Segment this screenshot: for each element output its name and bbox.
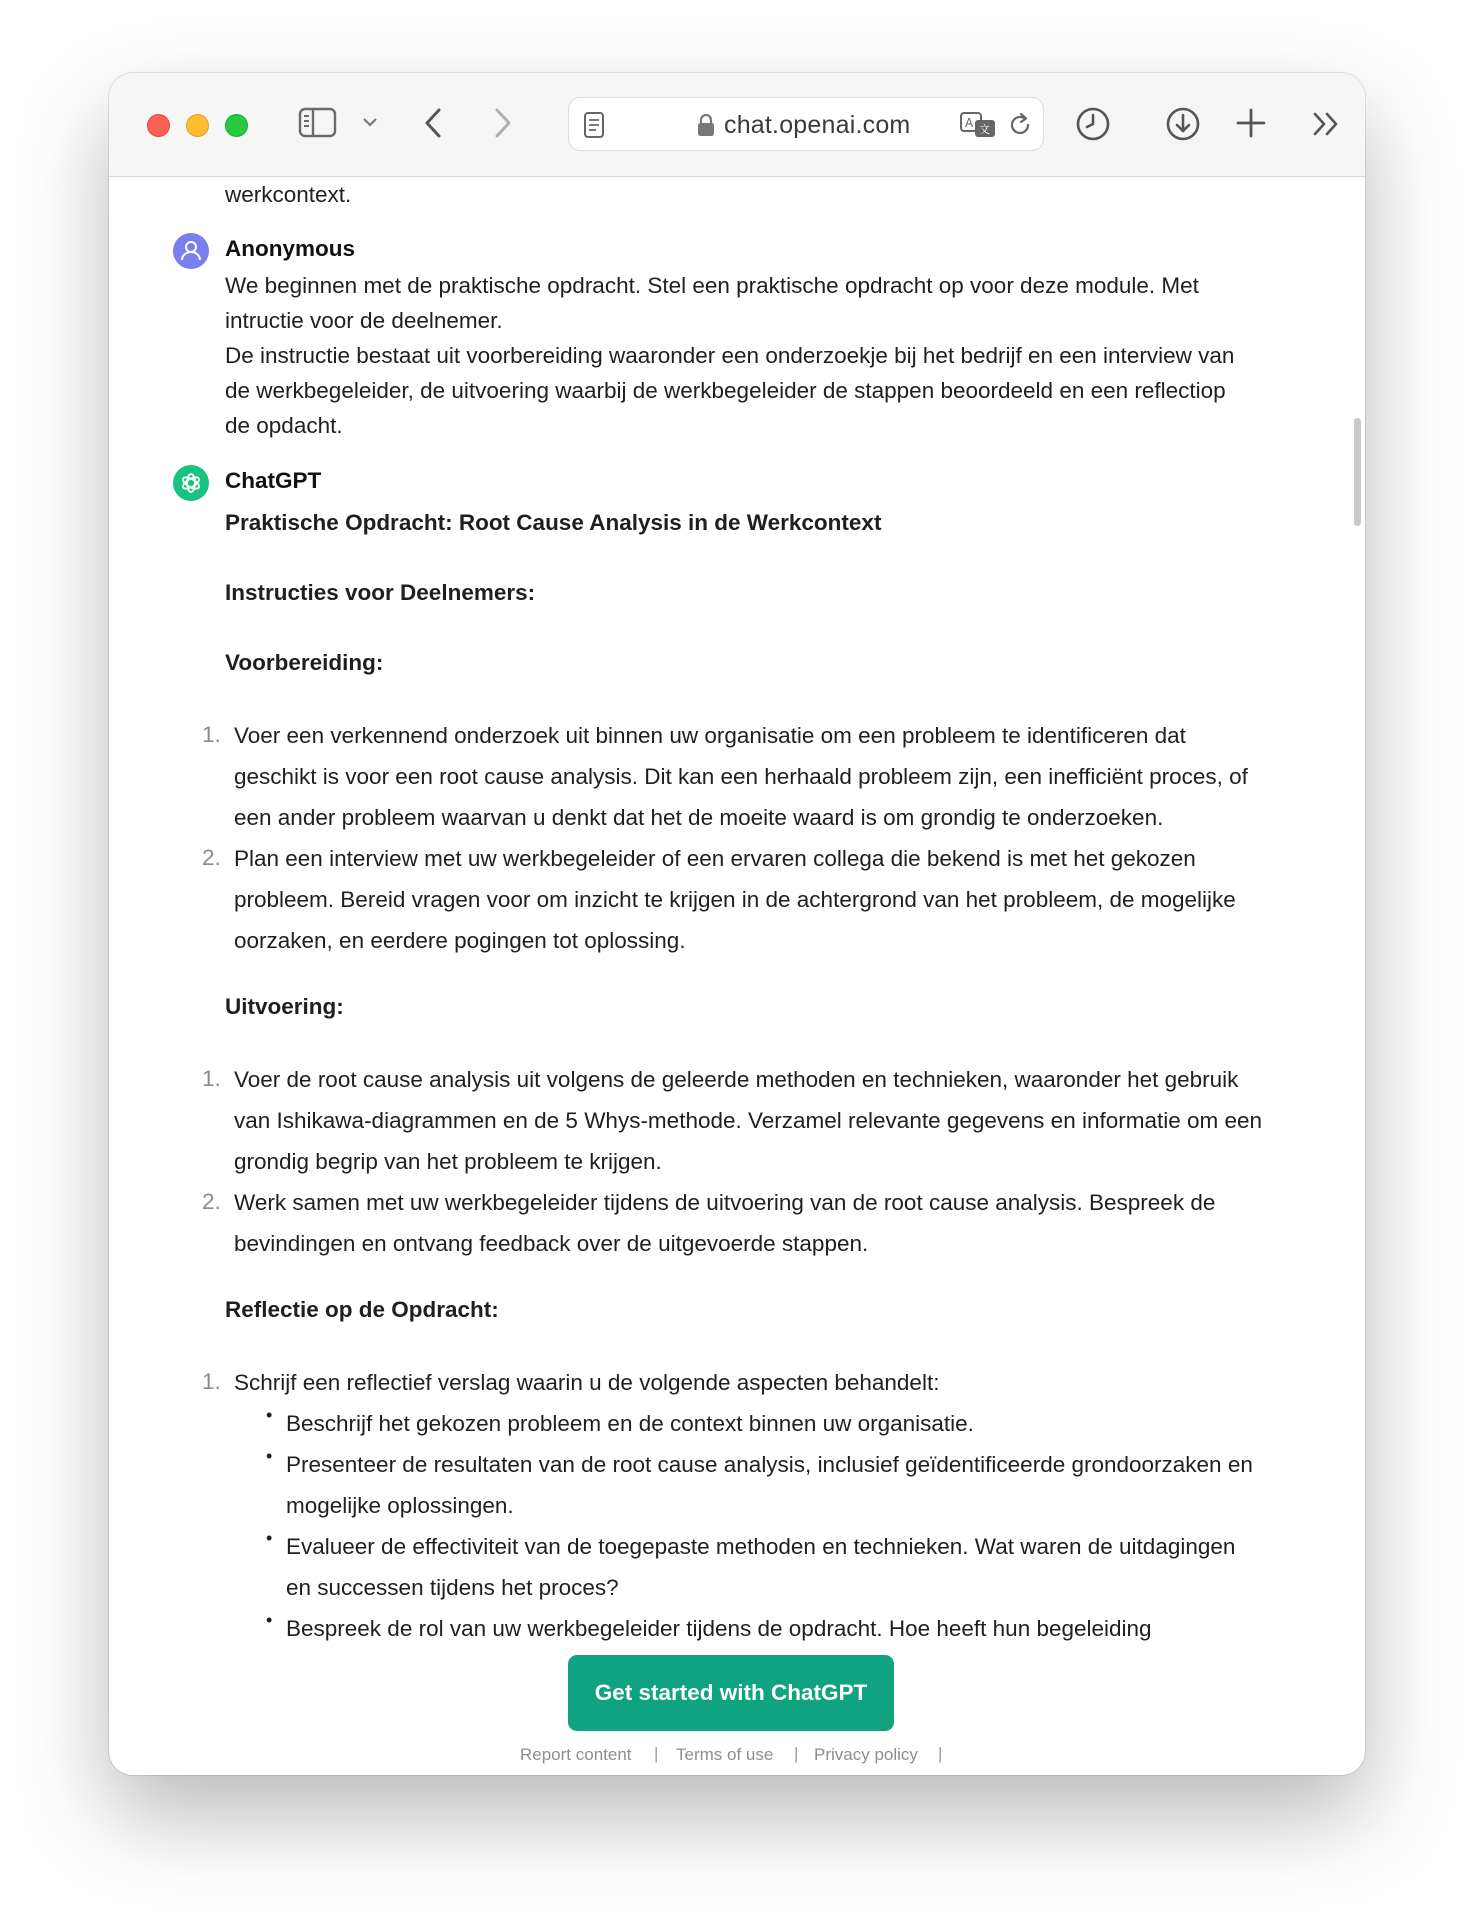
instructions-heading: Instructies voor Deelnemers: [225, 580, 536, 605]
user-message-line: We beginnen met de praktische opdracht. Stel een praktische opdracht op voor deze module. Met [225, 273, 1199, 298]
execution-heading: Uitvoering: [225, 994, 344, 1019]
footer-separator: | [938, 1744, 943, 1763]
list-item-line: van Ishikawa-diagrammen en de 5 Whys-methode. Verzamel relevante gegevens en informatie om een [234, 1108, 1263, 1133]
list-item-line: grondig begrip van het probleem te krijgen. [234, 1149, 662, 1174]
openai-logo-icon [173, 465, 209, 501]
download-icon[interactable] [1165, 106, 1201, 142]
previous-message-tail: werkcontext. [225, 182, 352, 207]
chat-content [109, 177, 1365, 1775]
browser-window [109, 73, 1365, 1775]
list-item-line: Werk samen met uw werkbegeleider tijdens de uitvoering van de root cause analysis. Bespreek de [234, 1190, 1216, 1215]
close-window-button[interactable] [147, 114, 170, 137]
report-content-link[interactable]: Report content [520, 1745, 632, 1764]
chatgpt-name: ChatGPT [225, 468, 322, 493]
preparation-heading: Voorbereiding: [225, 650, 384, 675]
list-item-line: oorzaken, en eerdere pogingen tot oplossing. [234, 928, 686, 953]
privacy-policy-link[interactable]: Privacy policy [814, 1745, 918, 1764]
list-item-line: Schrijf een reflectief verslag waarin u de volgende aspecten behandelt: [234, 1370, 940, 1395]
bullet-item-line: en successen tijdens het proces? [286, 1575, 619, 1600]
user-icon [173, 233, 209, 269]
zoom-window-button[interactable] [225, 114, 248, 137]
bullet-item-line: Presenteer de resultaten van de root cause analysis, inclusief geïdentificeerde grondoorzaken en [286, 1452, 1253, 1477]
url-text[interactable]: chat.openai.com [724, 111, 911, 139]
user-avatar [173, 233, 209, 269]
reflection-heading: Reflectie op de Opdracht: [225, 1297, 499, 1322]
bullet-dot: • [266, 1528, 273, 1548]
browser-toolbar [109, 73, 1365, 177]
svg-text:文: 文 [979, 123, 990, 136]
history-icon[interactable] [1075, 106, 1111, 142]
lock-icon [696, 113, 716, 137]
user-message-line: de werkbegeleider, de uitvoering waarbij de werkbegeleider de stappen beoordeeld en een reflectiop [225, 378, 1226, 403]
list-item-line: geschikt is voor een root cause analysis. Dit kan een herhaald probleem zijn, een inefficiënt proces, of [234, 764, 1248, 789]
response-title: Praktische Opdracht: Root Cause Analysis in de Werkcontext [225, 510, 882, 535]
more-icon[interactable] [1312, 110, 1342, 138]
forward-icon[interactable] [491, 106, 515, 140]
user-message-line: De instructie bestaat uit voorbereiding waaronder een onderzoekje bij het bedrijf en een interview van [225, 343, 1235, 368]
chevron-down-icon[interactable] [362, 116, 378, 128]
list-item-line: probleem. Bereid vragen voor om inzicht te krijgen in de achtergrond van het probleem, de mogelijke [234, 887, 1236, 912]
list-item-line: bevindingen en ontvang feedback over de uitgevoerde stappen. [234, 1231, 869, 1256]
list-number: 1. [202, 1066, 221, 1091]
user-message-line: de opdacht. [225, 413, 343, 438]
chatgpt-avatar [173, 465, 209, 501]
bullet-item-line: Evalueer de effectiviteit van de toegepaste methoden en technieken. Wat waren de uitdagingen [286, 1534, 1236, 1559]
list-item-line: Voer de root cause analysis uit volgens de geleerde methoden en technieken, waaronder het gebruik [234, 1067, 1239, 1092]
list-number: 1. [202, 1369, 221, 1394]
back-icon[interactable] [421, 106, 445, 140]
bullet-item-line: mogelijke oplossingen. [286, 1493, 514, 1518]
list-item-line: Plan een interview met uw werkbegeleider of een ervaren collega die bekend is met het gekozen [234, 846, 1196, 871]
list-number: 2. [202, 845, 221, 870]
list-number: 2. [202, 1189, 221, 1214]
translate-icon[interactable] [959, 111, 997, 139]
user-message-line: intructie voor de deelnemer. [225, 308, 503, 333]
bullet-dot: • [266, 1405, 273, 1425]
bullet-item-line: Beschrijf het gekozen probleem en de context binnen uw organisatie. [286, 1411, 974, 1436]
list-item-line: Voer een verkennend onderzoek uit binnen uw organisatie om een probleem te identificeren dat [234, 723, 1186, 748]
svg-text:A: A [965, 116, 974, 130]
bullet-dot: • [266, 1446, 273, 1466]
reload-icon[interactable] [1006, 111, 1034, 139]
footer-separator: | [654, 1744, 659, 1763]
footer-separator: | [794, 1744, 799, 1763]
minimize-window-button[interactable] [186, 114, 209, 137]
bullet-dot: • [266, 1610, 273, 1630]
list-item-line: een ander probleem waarvan u denkt dat het de moeite waard is om grondig te onderzoeken. [234, 805, 1164, 830]
terms-of-use-link[interactable]: Terms of use [676, 1745, 774, 1764]
address-bar[interactable] [568, 97, 1044, 151]
get-started-button[interactable]: Get started with ChatGPT [568, 1655, 894, 1731]
user-name: Anonymous [225, 236, 356, 261]
bullet-item-line: Bespreek de rol van uw werkbegeleider tijdens de opdracht. Hoe heeft hun begeleiding [286, 1616, 1152, 1641]
list-number: 1. [202, 722, 221, 747]
new-tab-icon[interactable] [1235, 107, 1267, 139]
reader-icon[interactable] [583, 111, 605, 139]
scrollbar-thumb[interactable] [1354, 418, 1361, 526]
sidebar-icon[interactable] [298, 106, 338, 140]
